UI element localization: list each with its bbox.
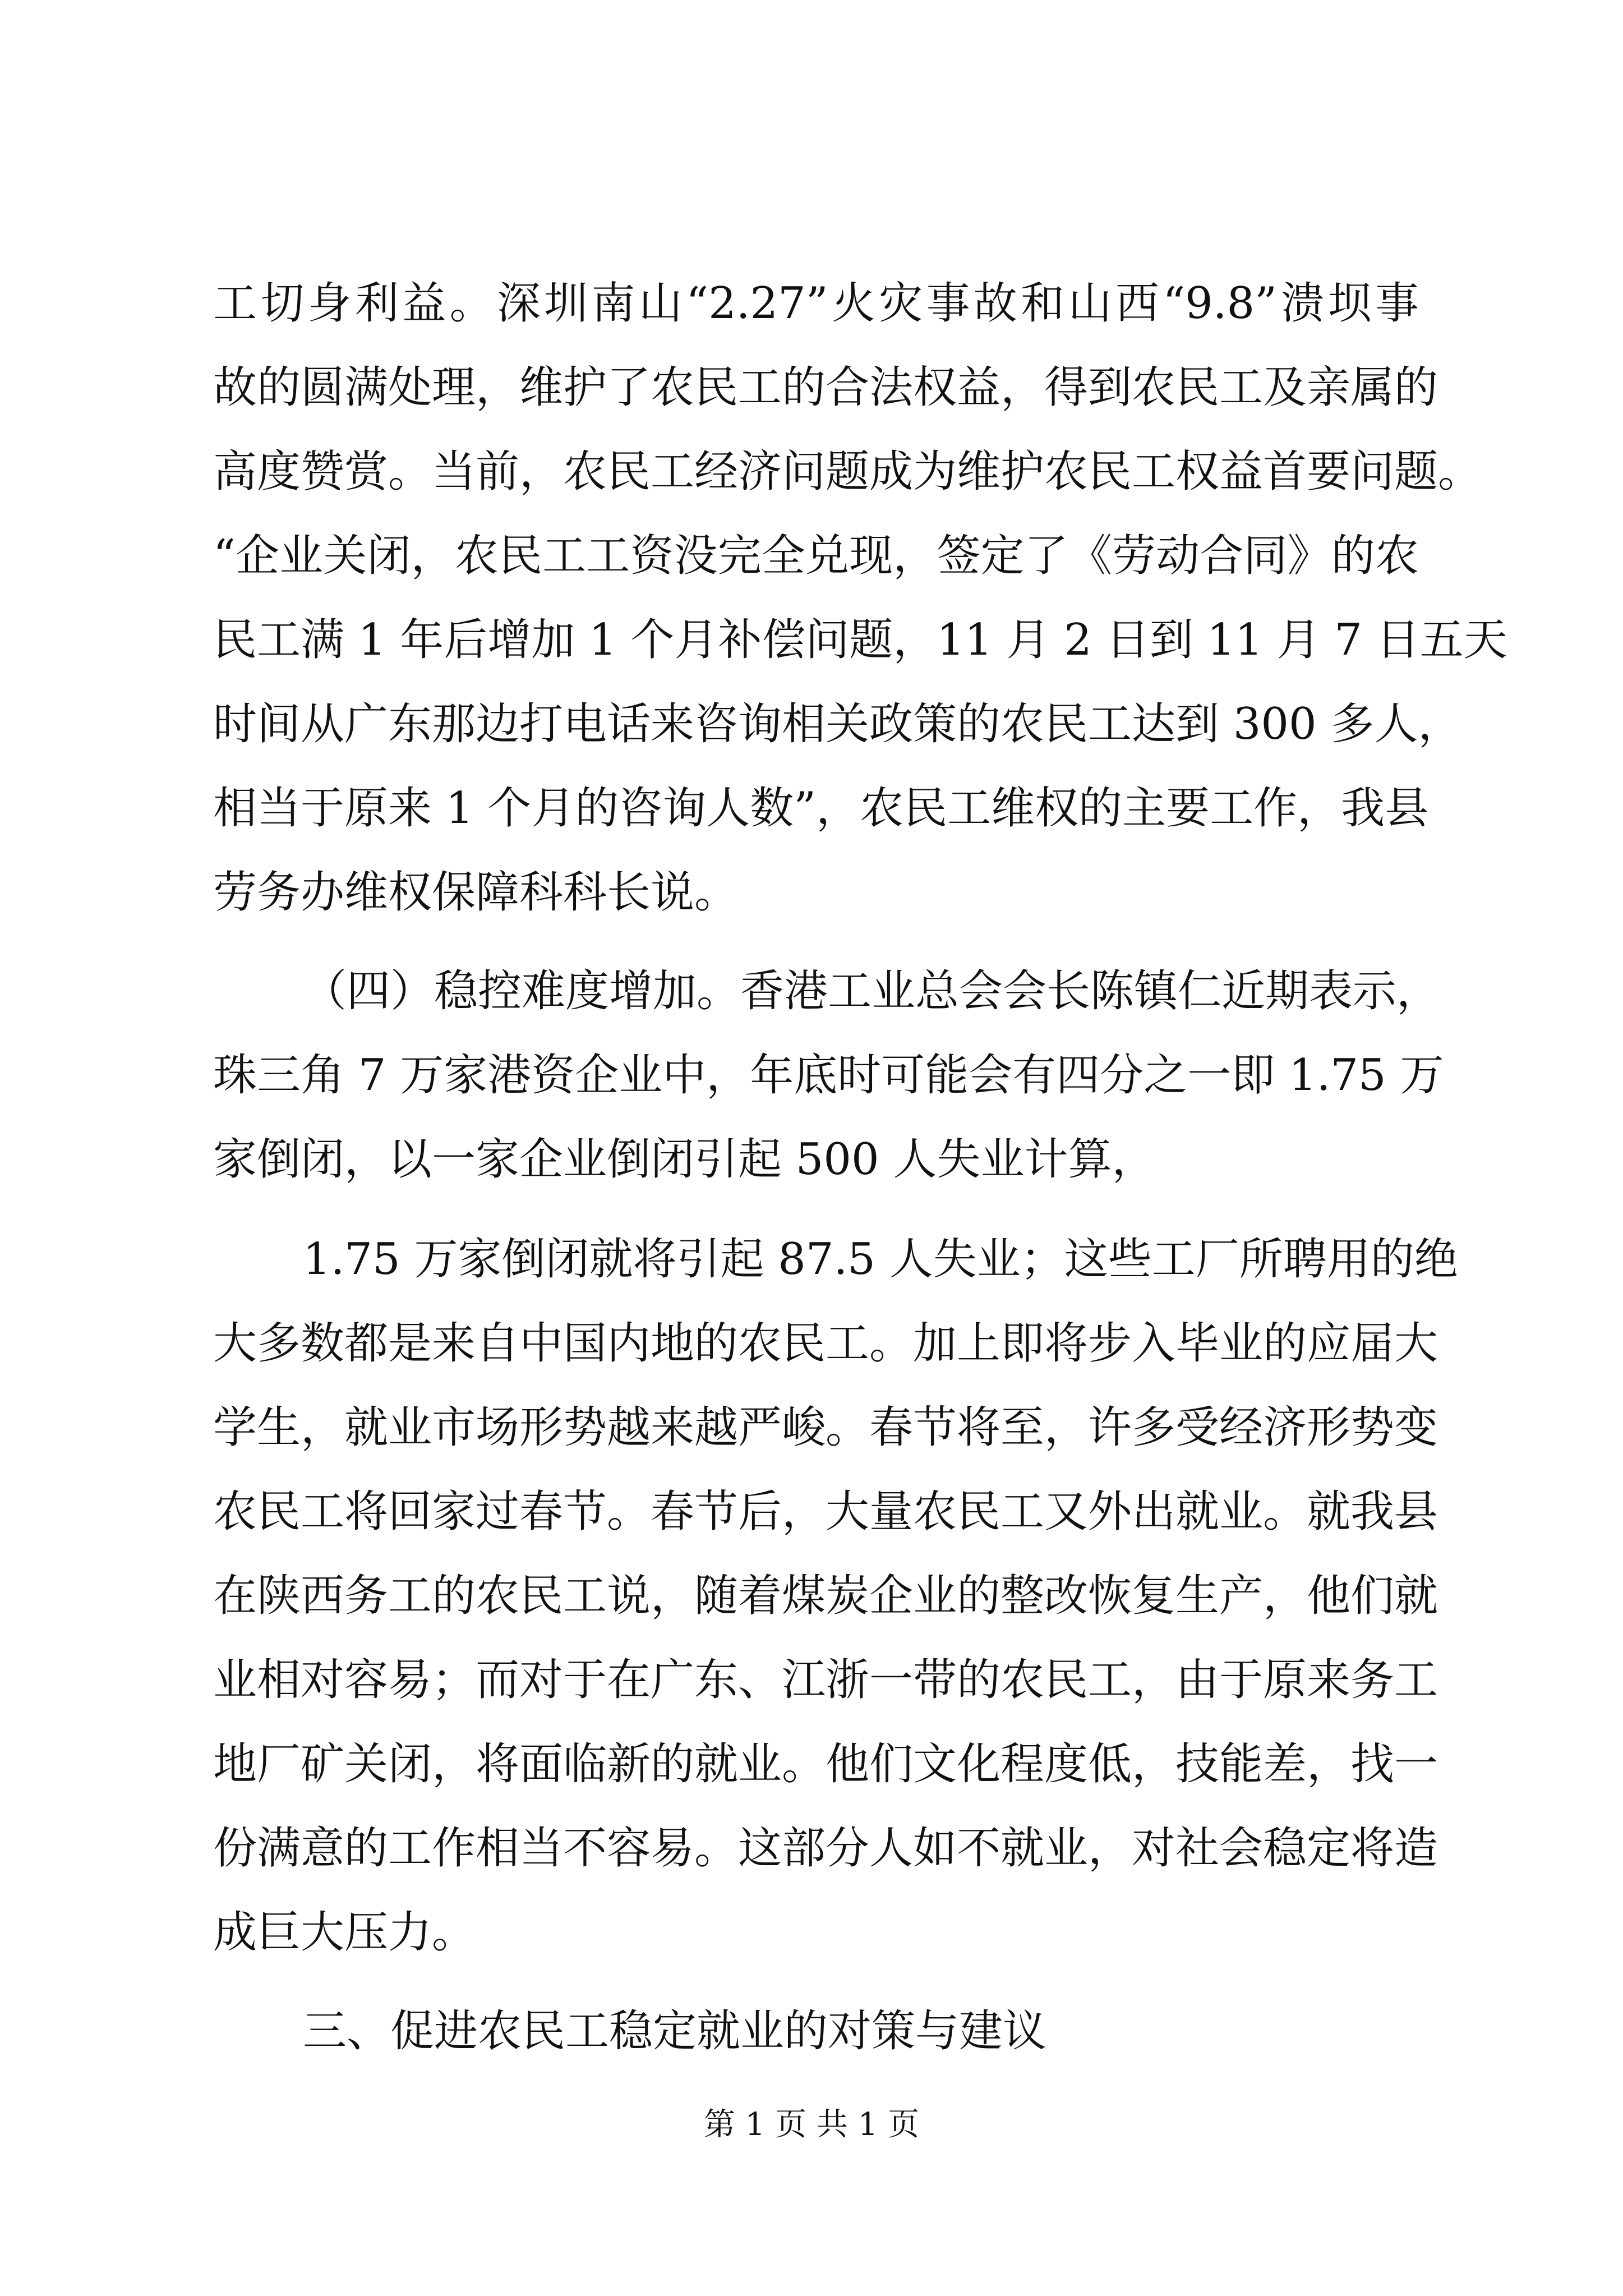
text-line: 地厂矿关闭，将面临新的就业。他们文化程度低，技能差，找一	[213, 1739, 1438, 1789]
text-line: 珠三角 7 万家港资企业中，年底时可能会有四分之一即 1.75 万	[213, 1050, 1444, 1101]
paragraph-start-line: 1.75 万家倒闭就将引起 87.5 人失业；这些工厂所聘用的绝	[303, 1234, 1458, 1285]
text-line: 农民工将回家过春节。春节后，大量农民工又外出就业。就我县	[213, 1487, 1438, 1537]
text-line: 民工满 1 年后增加 1 个月补偿问题，11 月 2 日到 11 月 7 日五天	[213, 615, 1507, 665]
text-line: 高度赞赏。当前，农民工经济问题成为维护农民工权益首要问题。	[213, 447, 1482, 497]
text-line: 劳务办维权保障科科长说。	[213, 867, 739, 918]
text-line: 在陕西务工的农民工说，随着煤炭企业的整改恢复生产，他们就	[213, 1571, 1438, 1621]
section-heading: 三、促进农民工稳定就业的对策与建议	[303, 2006, 1047, 2056]
text-line: “企业关闭，农民工工资没完全兑现，签定了《劳动合同》的农	[213, 531, 1419, 581]
text-line: 时间从广东那边打电话来咨询相关政策的农民工达到 300 多人，	[213, 699, 1462, 749]
text-line: 工切身利益。深圳南山“2.27”火灾事故和山西“9.8”溃坝事	[213, 278, 1419, 329]
text-line: 成巨大压力。	[213, 1907, 476, 1958]
text-line: 份满意的工作相当不容易。这部分人如不就业，对社会稳定将造	[213, 1823, 1438, 1874]
text-line: 家倒闭，以一家企业倒闭引起 500 人失业计算，	[213, 1134, 1156, 1185]
text-line: 业相对容易；而对于在广东、江浙一带的农民工，由于原来务工	[213, 1655, 1438, 1705]
text-line: 故的圆满处理，维护了农民工的合法权益，得到农民工及亲属的	[213, 362, 1438, 413]
text-line: 学生，就业市场形势越来越严峻。春节将至，许多受经济形势变	[213, 1402, 1438, 1453]
text-line: 相当于原来 1 个月的咨询人数”，农民工维权的主要工作，我县	[213, 783, 1429, 834]
text-line: 大多数都是来自中国内地的农民工。加上即将步入毕业的应届大	[213, 1318, 1438, 1369]
page-number-footer: 第 1 页 共 1 页	[703, 2106, 920, 2143]
paragraph-start-line: （四）稳控难度增加。香港工业总会会长陈镇仁近期表示，	[303, 966, 1441, 1016]
